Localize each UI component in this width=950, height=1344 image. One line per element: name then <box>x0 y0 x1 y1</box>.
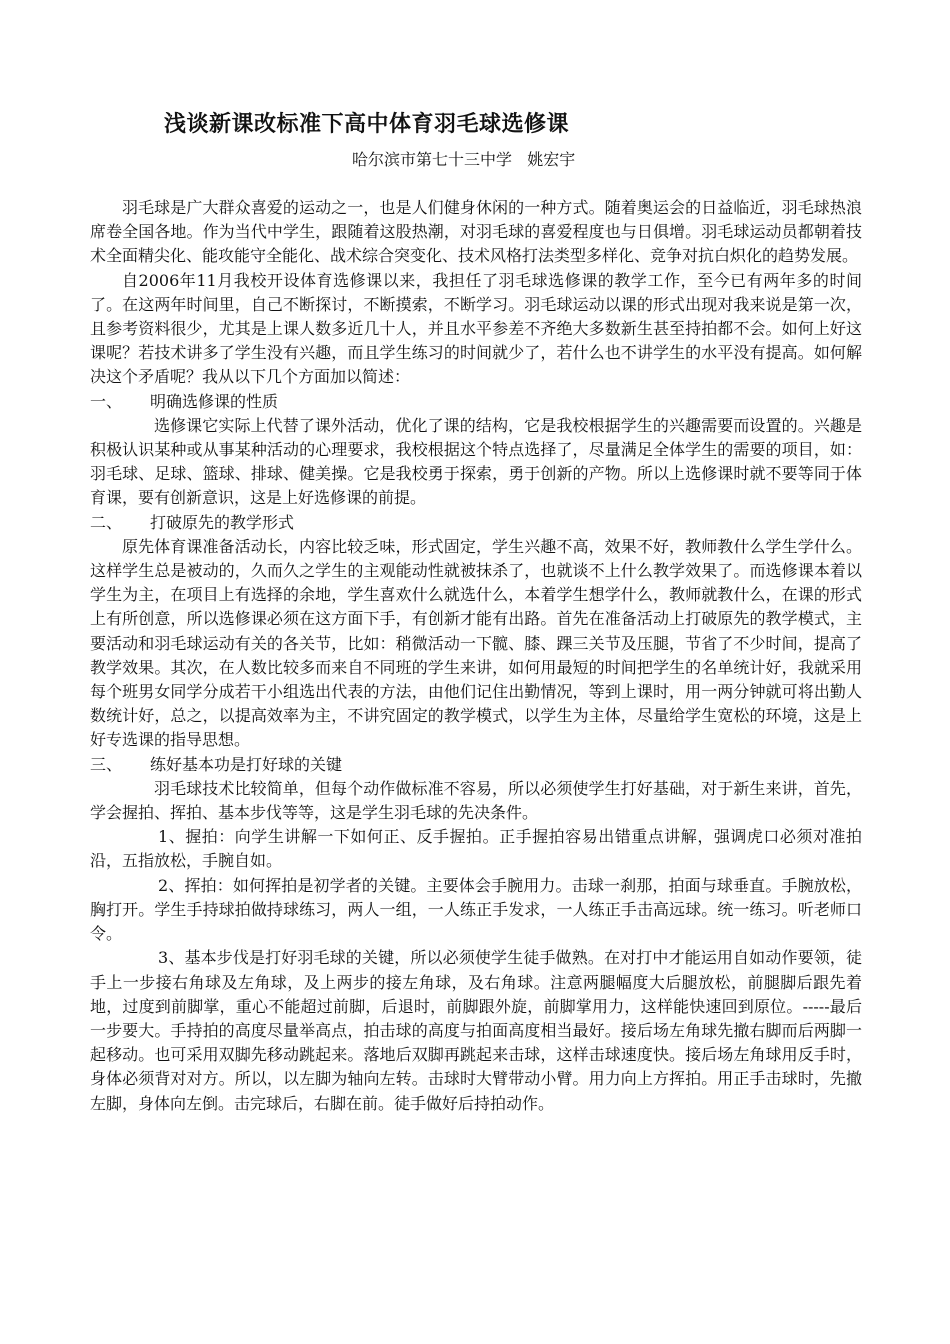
section-3-item-2: 2、挥拍：如何挥拍是初学者的关键。主要体会手腕用力。击球一刹那，拍面与球垂直。手腕放松，胸打开。学生手持球拍做持球练习，两人一组，一人练正手发求，一人练正手击高远球。统一练习。听老师口令。 <box>90 875 862 944</box>
section-2-heading <box>90 511 862 535</box>
section-2-body: 原先体育课准备活动长，内容比较乏味，形式固定，学生兴趣不高，效果不好，教师教什么学生学什么。这样学生总是被动的，久而久之学生的主观能动性就被抹杀了，也就谈不上什么教学效果了。而选修课本着以学生为主，在项目上有选择的余地，学生喜欢什么就选什么，本着学生想学什么，教师就教什么，在课的形式上有所创意，所以选修课必须在这方面下手，有创新才能有出路。首先在准备活动上打破原先的教学模式，主要活动和羽毛球运动有关的各关节，比如：稍微活动一下髋、膝、踝三关节及压腿，节省了不少时间，提高了教学效果。其次，在人数比较多而来自不同班的学生来讲，如何用最短的时间把学生的名单统计好，我就采用每个班男女同学分成若干小组选出代表的方法，由他们记住出勤情况，等到上课时，用一两分钟就可将出勤人数统计好，总之，以提高效率为主，不讲究固定的教学模式，以学生为主体，尽量给学生宽松的环境，这是上好专选课的指导思想。 <box>90 536 862 750</box>
section-1-body: 选修课它实际上代替了课外活动，优化了课的结构，它是我校根据学生的兴趣需要而设置的。兴趣是积极认识某种或从事某种活动的心理要求，我校根据这个特点选择了，尽量满足全体学生的需要的项目，如：羽毛球、足球、篮球、排球、健美操。它是我校勇于探索，勇于创新的产物。所以上选修课时就不要等同于体育课，要有创新意识，这是上好选修课的前提。 <box>90 415 862 508</box>
intro-paragraph-1: 羽毛球是广大群众喜爱的运动之一，也是人们健身休闲的一种方式。随着奥运会的日益临近，羽毛球热浪席卷全国各地。作为当代中学生，跟随着这股热潮，对羽毛球的喜爱程度也与日俱增。羽毛球运动员都朝着技术全面精尖化、能攻能守全能化、战术综合突变化、技术风格打法类型多样化、竞争对抗白炽化的趋势发展。 <box>90 198 862 266</box>
section-3-item-1: 1、握拍：向学生讲解一下如何正、反手握拍。正手握拍容易出错重点讲解，强调虎口必须对准拍沿，五指放松，手腕自如。 <box>90 827 862 871</box>
section-3-item-3: 3、基本步伐是打好羽毛球的关键，所以必须使学生徒手做熟。在对打中才能运用自如动作要领，徒手上一步接右角球及左角球，及上两步的接左角球，及右角球。注意两腿幅度大后腿放松，前腿脚后跟先着地，过度到前脚掌，重心不能超过前脚，后退时，前脚跟外旋，前脚掌用力，这样能快速回到原位。-----最后一步要大。手持拍的高度尽量举高点，拍击球的高度与拍面高度相当最好。接后场左角球先撤右脚而后两脚一起移动。也可采用双脚先移动跳起来。落地后双脚再跳起来击球，这样击球速度快。接后场左角球用反手时，身体必须背对对方。所以，以左脚为轴向左转。击球时大臂带动小臂。用力向上方挥拍。用正手击球时，先撤左脚，身体向左倒。击完球后，右脚在前。徒手做好后持拍动作。 <box>90 948 862 1113</box>
section-3-number: 三、 <box>90 754 123 774</box>
author-line: 哈尔滨市第七十三中学 姚宏宇 <box>352 150 576 169</box>
section-1-number: 一、 <box>90 391 123 411</box>
document-page <box>90 110 862 1116</box>
section-3-heading <box>90 753 862 777</box>
section-3-body: 羽毛球技术比较简单，但每个动作做标准不容易，所以必须使学生打好基础，对于新生来讲，首先，学会握拍、挥拍、基本步伐等等，这是学生羽毛球的先决条件。 <box>90 778 862 823</box>
intro-paragraph-2: 自2006年11月我校开设体育选修课以来，我担任了羽毛球选修课的教学工作，至今已有两年多的时间了。在这两年时间里，自己不断探讨，不断摸索，不断学习。羽毛球运动以课的形式出现对我来说是第一次，且参考资料很少，尤其是上课人数多近几十人，并且水平参差不齐绝大多数新生甚至持拍都不会。如何上好这课呢？若技术讲多了学生没有兴趣，而且学生练习的时间就少了，若什么也不讲学生的水平没有提高。如何解决这个矛盾呢？我从以下几个方面加以简述： <box>90 270 862 387</box>
document-title: 浅谈新课改标准下高中体育羽毛球选修课 <box>164 112 570 137</box>
section-1-title: 明确选修课的性质 <box>150 391 279 411</box>
section-3-title: 练好基本功是打好球的关键 <box>150 754 343 774</box>
section-2-number: 二、 <box>90 512 123 532</box>
section-2-title: 打破原先的教学形式 <box>150 512 295 532</box>
section-1-heading <box>90 390 862 414</box>
